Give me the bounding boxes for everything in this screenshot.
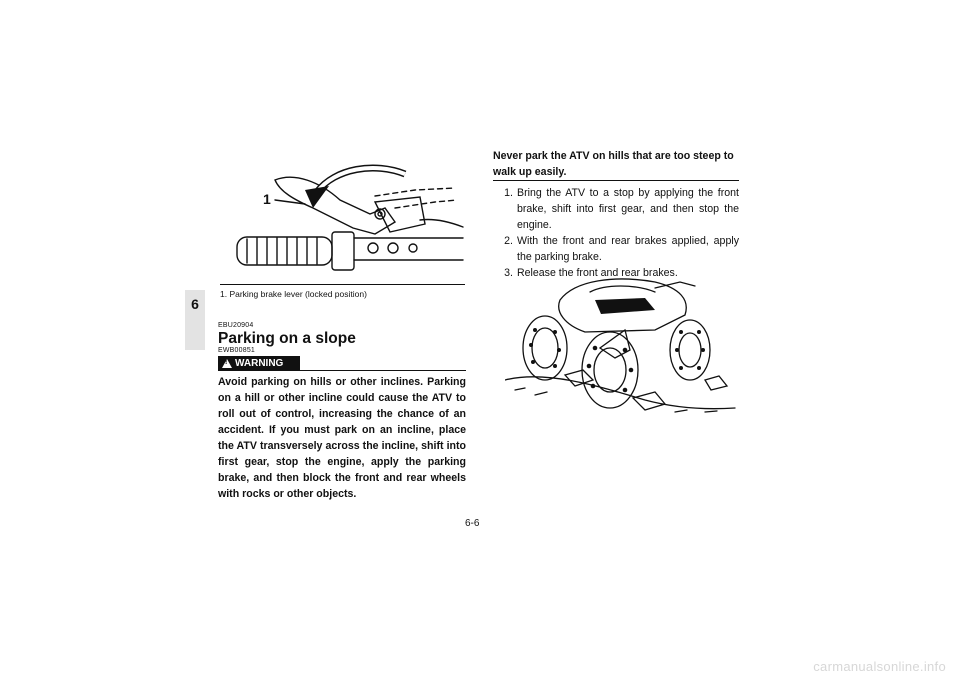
step-text: Bring the ATV to a stop by applying the front brake, shift into first gear, and then stop the engine. [517, 187, 739, 231]
warning-text: Avoid parking on hills or other inclines. Parking on a hill or other incline could cause the ATV to roll out of control, increasing the chance of an accident. If you must park on an incline, place the ATV transversely across the incline, shift into first gear, stop the engine, apply the parking brake, and then block the front and rear wheels with rocks or other objects. [218, 376, 466, 500]
step-text: With the front and rear brakes applied, apply the parking brake. [517, 235, 739, 263]
warning-header [218, 354, 466, 372]
chapter-tab [185, 290, 205, 350]
warning-code: EWB00851 [218, 347, 256, 354]
steep-hill-note: Never park the ATV on hills that are too steep to walk up easily. [493, 150, 734, 178]
page-number: 6-6 [465, 518, 480, 529]
parking-brake-lever-illustration [225, 152, 465, 282]
warning-triangle-icon [222, 359, 232, 368]
procedure-steps [493, 185, 739, 281]
list-item [493, 233, 739, 265]
warning-rule [300, 370, 466, 371]
section-title: Parking on a slope [218, 330, 356, 347]
figure-caption: 1. Parking brake lever (locked position) [220, 284, 465, 299]
chapter-number: 6 [191, 296, 199, 312]
list-item [493, 185, 739, 233]
atv-on-slope-illustration [505, 270, 737, 415]
warning-label [218, 356, 300, 371]
step-text: Release the front and rear brakes. [517, 267, 678, 279]
note-rule [493, 180, 739, 181]
callout-number: 1 [263, 191, 271, 207]
watermark-text: carmanualsonline.info [813, 659, 946, 674]
warning-label-text: WARNING [235, 358, 284, 369]
section-code: EBU20904 [218, 322, 254, 329]
step-number: 3. [504, 267, 513, 279]
step-number: 2. [504, 235, 513, 247]
step-number: 1. [504, 187, 513, 199]
